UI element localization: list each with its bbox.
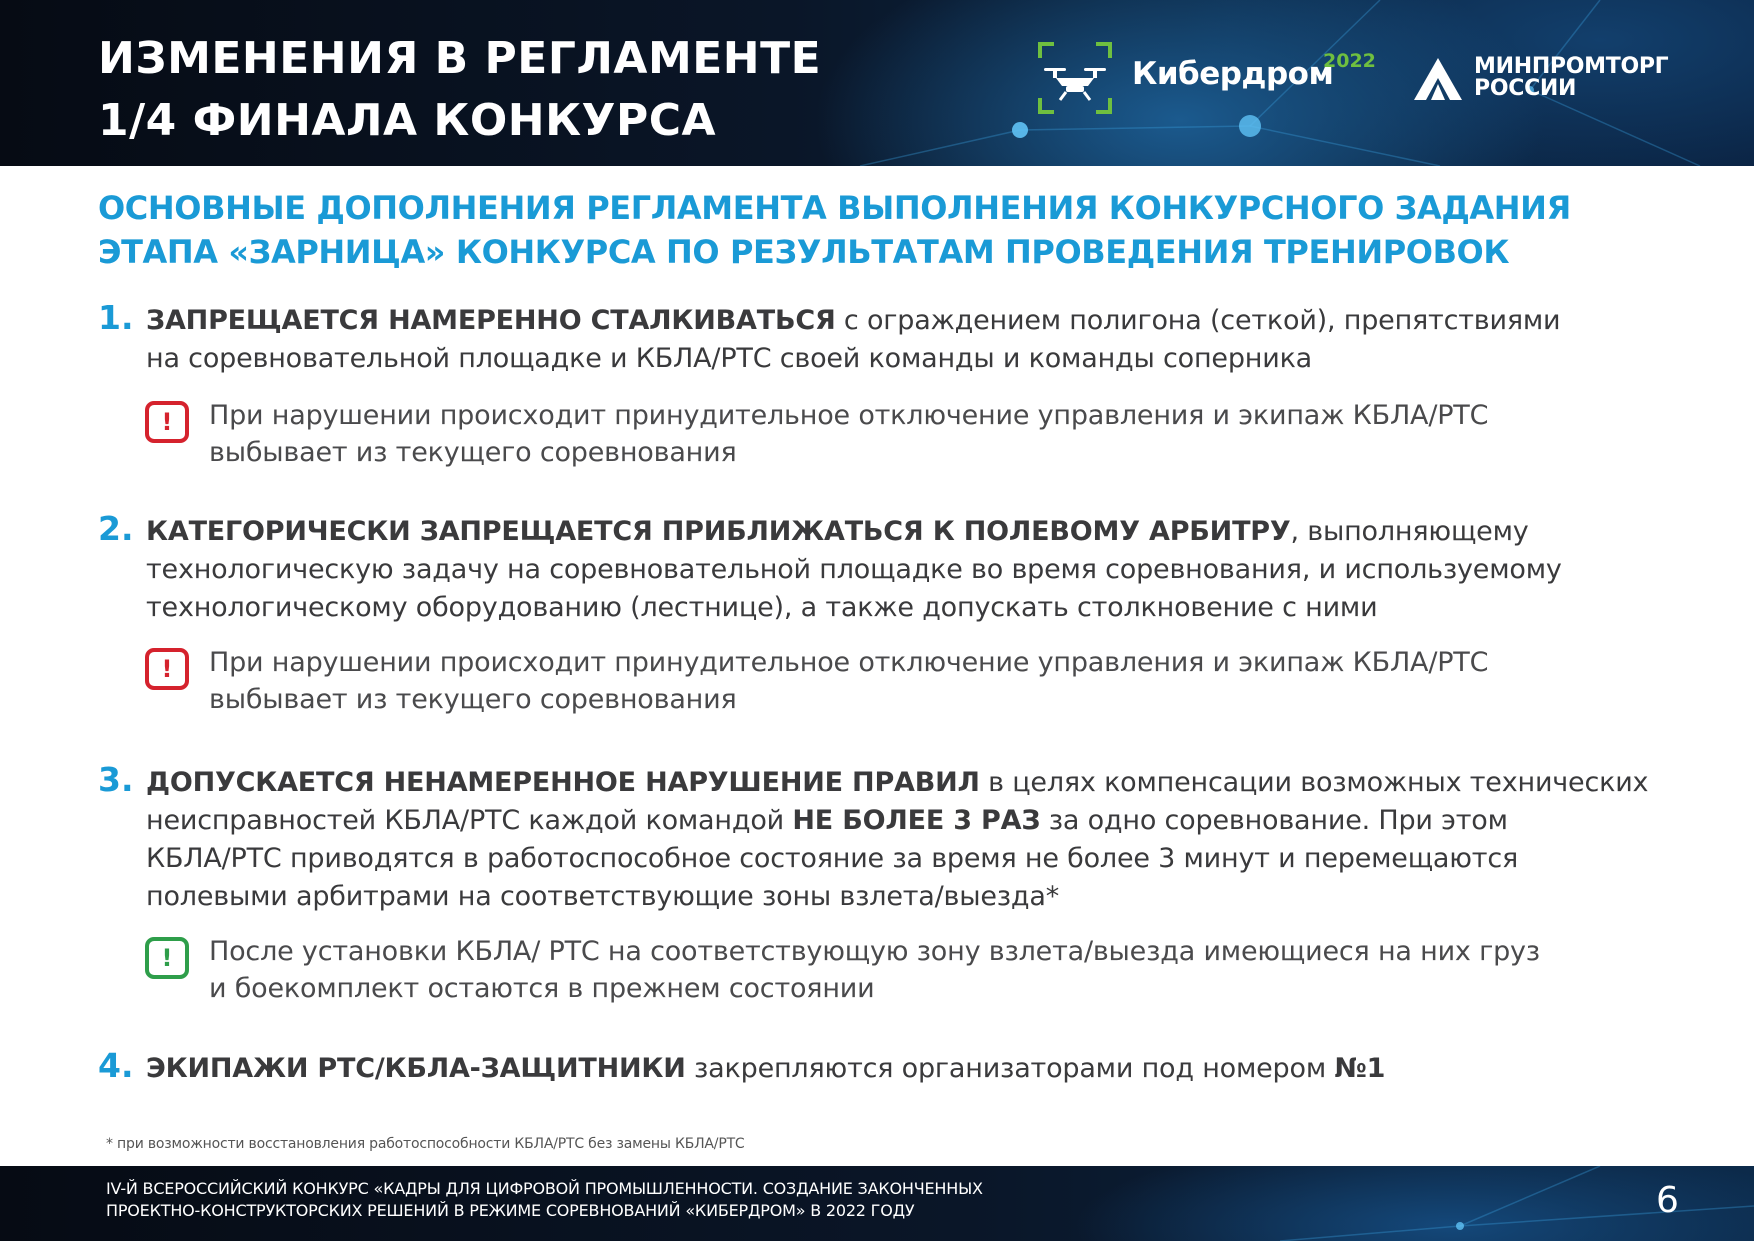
kiberdrom-logo-text: Кибердром xyxy=(1132,56,1334,92)
rule-text-line1: закрепляются организаторами под номером xyxy=(685,1053,1335,1084)
note-text xyxy=(209,644,1649,718)
footnote: * при возможности восстановления работоспособности КБЛА/РТС без замены КБЛА/РТС xyxy=(106,1136,745,1152)
section-subtitle xyxy=(98,186,1718,274)
rule-bold-tail: №1 xyxy=(1334,1053,1386,1084)
rule-bold-text: ДОПУСКАЕТСЯ НЕНАМЕРЕННОЕ НАРУШЕНИЕ ПРАВИЛ xyxy=(146,767,980,798)
rule-text xyxy=(146,764,1706,916)
note-text-line2: и боекомплект остаются в прежнем состоянии xyxy=(209,973,875,1004)
rule-text-line3: КБЛА/РТС приводятся в работоспособное состояние за время не более 3 минут и перемещаются xyxy=(146,843,1519,874)
rule-text xyxy=(146,513,1706,627)
drone-logo-icon xyxy=(1036,40,1114,116)
rule-number: 4. xyxy=(98,1046,134,1085)
rule-text-line4: полевыми арбитрами на соответствующие зоны взлета/выезда* xyxy=(146,881,1060,912)
footer-text xyxy=(106,1178,1206,1222)
note-text-line2: выбывает из текущего соревнования xyxy=(209,437,737,468)
note-text-line1: После установки КБЛА/ РТС на соответствующую зону взлета/выезда имеющиеся на них груз xyxy=(209,936,1540,967)
minpromtorg-logo-line1: МИНПРОМТОРГ xyxy=(1474,54,1669,79)
warning-icon: ! xyxy=(145,648,189,690)
rule-text-line2-pre: неисправностей КБЛА/РТС каждой командой xyxy=(146,805,793,836)
minpromtorg-logo-line2: РОССИИ xyxy=(1474,76,1577,101)
note-text-line1: При нарушении происходит принудительное отключение управления и экипаж КБЛА/РТС xyxy=(209,400,1489,431)
rule-bold-text: КАТЕГОРИЧЕСКИ ЗАПРЕЩАЕТСЯ ПРИБЛИЖАТЬСЯ К ПОЛЕВОМУ АРБИТРУ xyxy=(146,516,1291,547)
rule-bold-limit: НЕ БОЛЕЕ 3 РАЗ xyxy=(792,805,1041,836)
rule-text xyxy=(146,302,1706,378)
rule-text-line2: на соревновательной площадке и КБЛА/РТС своей команды и команды соперника xyxy=(146,343,1313,374)
note-text xyxy=(209,933,1649,1007)
rule-text-line3: технологическому оборудованию (лестнице), а также допускать столкновение с ними xyxy=(146,592,1378,623)
page-number: 6 xyxy=(1656,1180,1679,1221)
warning-icon: ! xyxy=(145,401,189,443)
footer-banner xyxy=(0,1166,1754,1241)
rule-text-line1: , выполняющему xyxy=(1290,516,1529,547)
rule-text-line2: технологическую задачу на соревновательной площадке во время соревнования, и используемому xyxy=(146,554,1562,585)
page-title xyxy=(98,28,821,152)
section-subtitle-line1: ОСНОВНЫЕ ДОПОЛНЕНИЯ РЕГЛАМЕНТА ВЫПОЛНЕНИЯ КОНКУРСНОГО ЗАДАНИЯ xyxy=(98,189,1571,227)
rule-text xyxy=(146,1050,1706,1088)
rule-number: 2. xyxy=(98,509,134,548)
note-text xyxy=(209,397,1649,471)
rule-number: 1. xyxy=(98,298,134,337)
footer-text-line1: IV-Й ВСЕРОССИЙСКИЙ КОНКУРС «КАДРЫ ДЛЯ ЦИФРОВОЙ ПРОМЫШЛЕННОСТИ. СОЗДАНИЕ ЗАКОНЧЕННЫХ xyxy=(106,1179,983,1198)
minpromtorg-logo-text xyxy=(1474,56,1668,100)
rule-text-line1: с ограждением полигона (сеткой), препятствиями xyxy=(835,305,1561,336)
rule-number: 3. xyxy=(98,760,134,799)
minpromtorg-logo-icon xyxy=(1412,56,1464,102)
kiberdrom-logo-year: 2022 xyxy=(1323,50,1376,72)
page-title-line1: ИЗМЕНЕНИЯ В РЕГЛАМЕНТЕ xyxy=(98,33,822,84)
rule-bold-text: ЭКИПАЖИ РТС/КБЛА-ЗАЩИТНИКИ xyxy=(146,1053,686,1084)
header-banner xyxy=(0,0,1754,166)
note-text-line2: выбывает из текущего соревнования xyxy=(209,684,737,715)
page-title-line2: 1/4 ФИНАЛА КОНКУРСА xyxy=(98,95,717,146)
rule-text-line2-post: за одно соревнование. При этом xyxy=(1040,805,1508,836)
note-text-line1: При нарушении происходит принудительное отключение управления и экипаж КБЛА/РТС xyxy=(209,647,1489,678)
footer-text-line2: ПРОЕКТНО-КОНСТРУКТОРСКИХ РЕШЕНИЙ В РЕЖИМЕ СОРЕВНОВАНИЙ «КИБЕРДРОМ» В 2022 ГОДУ xyxy=(106,1201,915,1220)
section-subtitle-line2: ЭТАПА «ЗАРНИЦА» КОНКУРСА ПО РЕЗУЛЬТАТАМ ПРОВЕДЕНИЯ ТРЕНИРОВОК xyxy=(98,233,1510,271)
info-icon: ! xyxy=(145,937,189,979)
rule-text-line1: в целях компенсации возможных технических xyxy=(979,767,1649,798)
rule-bold-text: ЗАПРЕЩАЕТСЯ НАМЕРЕННО СТАЛКИВАТЬСЯ xyxy=(146,305,836,336)
